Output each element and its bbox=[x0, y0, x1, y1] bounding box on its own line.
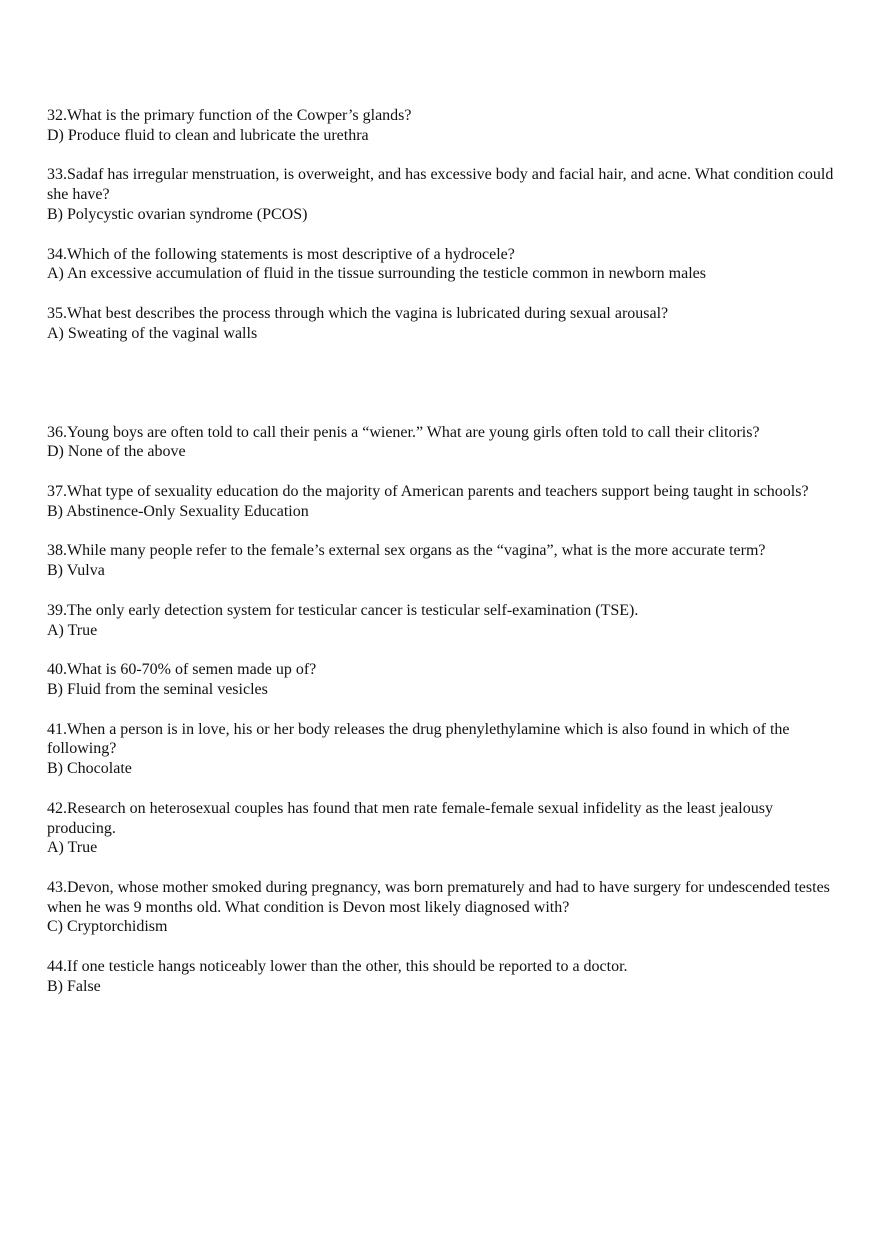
answer-text: B) Abstinence-Only Sexuality Education bbox=[47, 502, 309, 520]
answer-text: B) Polycystic ovarian syndrome (PCOS) bbox=[47, 205, 308, 223]
question-text: 43.Devon, whose mother smoked during pregnancy, was born prematurely and had to have surgery for undescended testes when he was 9 months old. What condition is Devon most likely diagnosed with? bbox=[47, 878, 830, 916]
answer-text: A) True bbox=[47, 621, 98, 639]
answer-text: B) False bbox=[47, 977, 101, 995]
qa-item-33 bbox=[47, 165, 837, 224]
answer-text: C) Cryptorchidism bbox=[47, 918, 168, 936]
question-text: 36.Young boys are often told to call their penis a “wiener.” What are young girls often told to call their clitoris? bbox=[47, 423, 760, 441]
qa-item-42 bbox=[47, 799, 837, 858]
qa-item-38 bbox=[47, 541, 837, 581]
qa-item-32 bbox=[47, 106, 837, 146]
qa-item-39 bbox=[47, 601, 837, 641]
qa-item-37 bbox=[47, 482, 837, 522]
answer-text: A) An excessive accumulation of fluid in the tissue surrounding the testicle common in newborn males bbox=[47, 265, 706, 283]
question-text: 40.What is 60-70% of semen made up of? bbox=[47, 661, 317, 679]
question-answer-list bbox=[47, 106, 837, 1016]
answer-text: D) Produce fluid to clean and lubricate the urethra bbox=[47, 126, 369, 144]
question-text: 41.When a person is in love, his or her body releases the drug phenylethylamine which is also found in which of the following? bbox=[47, 720, 790, 758]
qa-item-41 bbox=[47, 720, 837, 779]
qa-item-34 bbox=[47, 245, 837, 285]
answer-text: B) Fluid from the seminal vesicles bbox=[47, 680, 268, 698]
question-text: 44.If one testicle hangs noticeably lower than the other, this should be reported to a doctor. bbox=[47, 958, 628, 976]
answer-text: B) Chocolate bbox=[47, 760, 132, 778]
answer-text: D) None of the above bbox=[47, 443, 186, 461]
question-text: 34.Which of the following statements is most descriptive of a hydrocele? bbox=[47, 245, 515, 263]
question-text: 42.Research on heterosexual couples has found that men rate female-female sexual infidelity as the least jealousy producing. bbox=[47, 799, 773, 837]
answer-text: B) Vulva bbox=[47, 562, 105, 580]
answer-text: A) Sweating of the vaginal walls bbox=[47, 324, 258, 342]
qa-item-36 bbox=[47, 423, 837, 463]
question-text: 38.While many people refer to the female’s external sex organs as the “vagina”, what is the more accurate term? bbox=[47, 542, 766, 560]
question-text: 32.What is the primary function of the Cowper’s glands? bbox=[47, 107, 412, 124]
qa-item-44 bbox=[47, 957, 837, 997]
question-text: 35.What best describes the process through which the vagina is lubricated during sexual arousal? bbox=[47, 304, 669, 322]
qa-item-40 bbox=[47, 660, 837, 700]
qa-item-35 bbox=[47, 304, 837, 344]
question-text: 33.Sadaf has irregular menstruation, is overweight, and has excessive body and facial hair, and acne. What condition could she have? bbox=[47, 166, 834, 204]
question-text: 37.What type of sexuality education do the majority of American parents and teachers support being taught in schools? bbox=[47, 482, 809, 500]
answer-text: A) True bbox=[47, 839, 98, 857]
qa-item-43 bbox=[47, 878, 837, 937]
question-text: 39.The only early detection system for testicular cancer is testicular self-examination (TSE). bbox=[47, 601, 639, 619]
